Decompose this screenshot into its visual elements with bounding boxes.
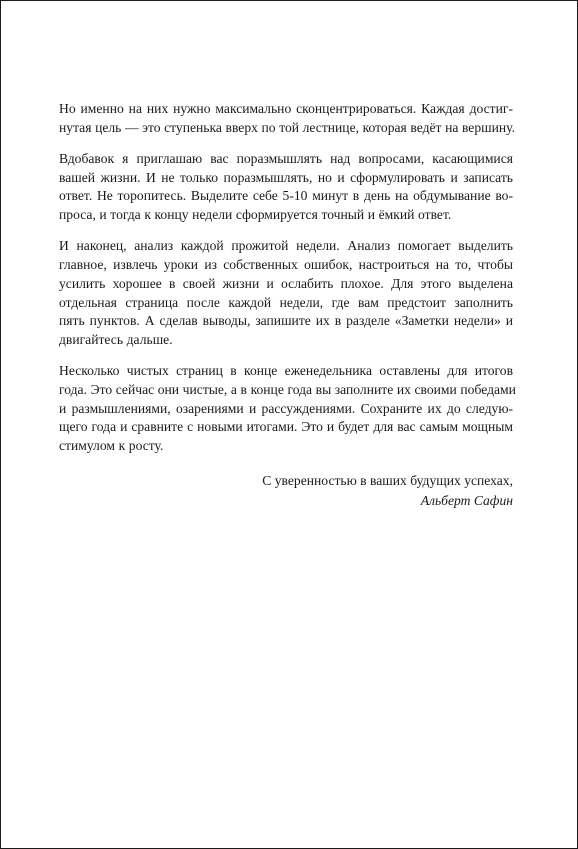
- text-line: и размышлениями, озарениями и рассуждениями. Сохраните их до следую-: [59, 400, 513, 416]
- paragraph-3: [59, 237, 513, 349]
- text-line: Вдобавок я приглашаю вас поразмышлять над вопросами, касающимися: [59, 151, 513, 166]
- text-line: года. Это сейчас они чистые, а в конце года вы заполните их своими победами: [59, 381, 516, 397]
- page-body: [59, 100, 516, 511]
- text-line: пять пунктов. А сделав выводы, запишите их в разделе «Заметки недели» и: [59, 313, 513, 329]
- text-line: вашей жизни. И не только поразмышлять, но и сформулировать и записать: [59, 169, 513, 185]
- author-name: Альберт Сафин: [420, 493, 513, 509]
- text-line: главное, извлечь уроки из собственных ошибок, настроиться на то, чтобы: [59, 257, 513, 273]
- text-line: усилить хорошее в своей жизни и ослабить плохое. Для этого выделена: [59, 275, 513, 291]
- text-line: Несколько чистых страниц в конце еженедельника оставлены для итогов: [59, 363, 513, 379]
- paragraph-2: [59, 150, 513, 225]
- text-line: проса, и тогда к концу недели сформируется точный и ёмкий ответ.: [59, 207, 452, 223]
- text-line: стимулом к росту.: [59, 438, 164, 454]
- text-line: щего года и сравните с новыми итогами. Это и будет для вас самым мощным: [59, 419, 513, 435]
- text-line: отдельная страница после каждой недели, где вам предстоит заполнить: [59, 294, 513, 310]
- signature-block: [59, 472, 513, 511]
- paragraph-4: [59, 362, 516, 456]
- text-line: нутая цель — это ступенька вверх по той лестнице, которая ведёт на вершину.: [59, 119, 515, 135]
- text-line: Но именно на них нужно максимально сконцентрироваться. Каждая достиг-: [59, 101, 513, 116]
- text-line: двигайтесь дальше.: [59, 331, 173, 347]
- text-line: И наконец, анализ каждой прожитой недели. Анализ помогает выделить: [59, 238, 513, 254]
- paragraph-1: [59, 100, 513, 137]
- closing-line: С уверенностью в ваших будущих успехах,: [262, 472, 513, 488]
- text-line: ответ. Не торопитесь. Выделите себе 5-10 минут в день на обдумывание во-: [59, 188, 513, 204]
